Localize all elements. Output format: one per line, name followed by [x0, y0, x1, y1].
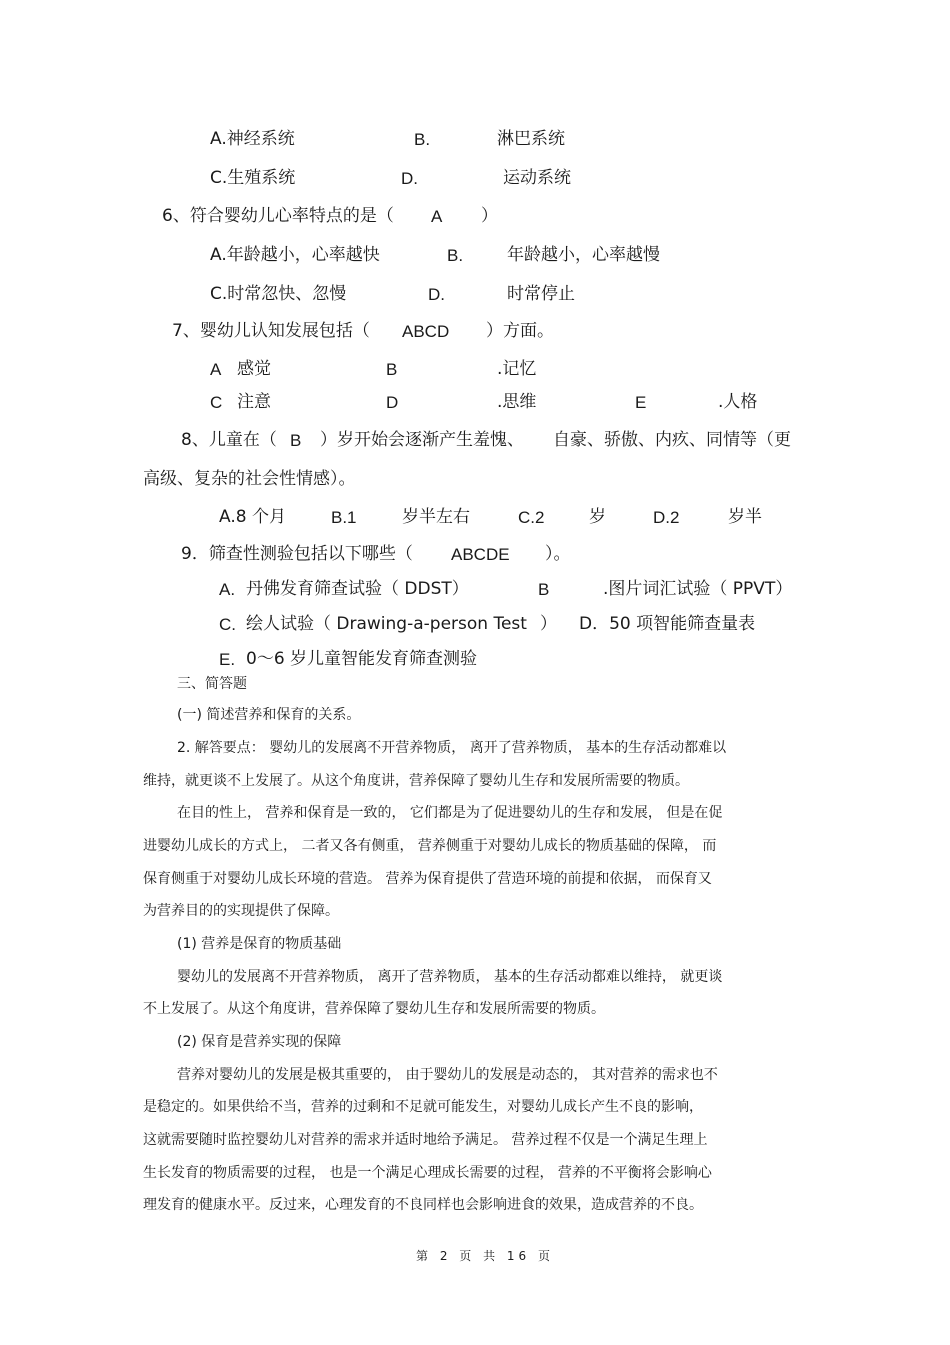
q7-stem-end: ）方面。: [486, 321, 554, 341]
q6-option-a: A.年龄越小，心率越快: [210, 245, 380, 265]
q7-option-d-letter: D: [386, 393, 399, 412]
q6-option-b-letter: B.: [447, 246, 464, 265]
paragraph-4-line: 是稳定的。如果供给不当，营养的过剩和不足就可能发生，对婴幼儿成长产生不良的影响，: [143, 1099, 703, 1115]
q8-stem-tail: 自豪、骄傲、内疚、同情等（更: [553, 430, 791, 450]
q6-stem: 6、符合婴幼儿心率特点的是（: [162, 206, 394, 226]
q6-option-d: 时常停止: [507, 284, 575, 304]
q7-option-e-letter: E: [635, 393, 647, 412]
q8-option-c-letter: C.2: [518, 508, 545, 527]
paragraph-1-line: 2. 解答要点： 婴幼儿的发展离不开营养物质， 离开了营养物质， 基本的生存活动都难以: [177, 740, 727, 756]
q8-answer: B: [290, 431, 302, 450]
q6-option-b: 年龄越小，心率越慢: [507, 245, 660, 265]
paragraph-4-line: 理发育的健康水平。反过来，心理发育的不良同样也会影响进食的效果，造成营养的不良。: [143, 1197, 703, 1213]
paragraph-2-line: 进婴幼儿成长的方式上， 二者又各有侧重， 营养侧重于对婴幼儿成长的物质基础的保障， 而: [143, 838, 717, 854]
q5-option-c: C.生殖系统: [210, 168, 296, 188]
q9-option-e: 0～6 岁儿童智能发育筛查测验: [246, 649, 478, 669]
q8-option-c: 岁: [589, 507, 606, 527]
q8-stem-line2: 高级、复杂的社会性情感）。: [143, 469, 356, 489]
q7-option-a: 感觉: [237, 359, 271, 379]
q6-option-d-letter: D.: [428, 285, 445, 304]
q7-option-d: .思维: [497, 392, 537, 412]
paragraph-1-line: 维持，就更谈不上发展了。从这个角度讲，营养保障了婴幼儿生存和发展所需要的物质。: [143, 773, 689, 789]
q9-option-b-letter: B: [538, 580, 550, 599]
q9-option-e-letter: E.: [219, 650, 236, 669]
q5-option-d: 运动系统: [503, 168, 571, 188]
q7-option-a-letter: A: [210, 360, 222, 379]
q9-option-a: 丹佛发育筛查试验（ DDST）: [246, 579, 469, 599]
paragraph-2-line: 保育侧重于对婴幼儿成长环境的营造。 营养为保育提供了营造环境的前提和依据， 而保育又: [143, 871, 712, 887]
subheading-1: (1) 营养是保育的物质基础: [177, 936, 342, 952]
q8-option-d-letter: D.2: [653, 508, 680, 527]
q8-option-d: 岁半: [728, 507, 762, 527]
q9-option-b: .图片词汇试验（ PPVT）: [603, 579, 793, 599]
paragraph-2-line: 为营养目的的实现提供了保障。: [143, 903, 339, 919]
q9-stem: 9．筛查性测验包括以下哪些（: [181, 544, 413, 564]
q5-option-b: 淋巴系统: [497, 129, 565, 149]
q9-option-a-letter: A.: [219, 580, 236, 599]
q9-option-c: 绘人试验（ Drawing-a-person Test: [246, 614, 527, 634]
q9-answer: ABCDE: [451, 545, 510, 564]
q7-option-c: 注意: [237, 392, 271, 412]
q8-stem-cont: ）岁开始会逐渐产生羞愧、: [320, 430, 524, 450]
question-title: (一) 简述营养和保育的关系。: [177, 707, 361, 723]
q7-stem: 7、婴幼儿认知发展包括（: [172, 321, 370, 341]
q7-option-e: .人格: [718, 392, 758, 412]
q6-option-c: C.时常忽快、忽慢: [210, 284, 347, 304]
q9-option-d: D．50 项智能筛查量表: [579, 614, 756, 634]
q8-option-b: 岁半左右: [402, 507, 470, 527]
q9-option-c-letter: C.: [219, 615, 236, 634]
q6-stem-end: ）: [481, 206, 498, 226]
paragraph-4-line: 营养对婴幼儿的发展是极其重要的， 由于婴幼儿的发展是动态的， 其对营养的需求也不: [177, 1067, 718, 1083]
q7-answer: ABCD: [402, 322, 450, 341]
section-heading: 三、简答题: [177, 676, 247, 692]
q7-option-b-letter: B: [386, 360, 398, 379]
paragraph-4-line: 这就需要随时监控婴幼儿对营养的需求并适时地给予满足。 营养过程不仅是一个满足生理上: [143, 1132, 708, 1148]
q9-option-c-end: ）: [540, 614, 557, 634]
page-footer: 第 2 页 共 16 页: [416, 1249, 554, 1263]
q6-answer: A: [431, 207, 443, 226]
q8-option-a: A.8 个月: [219, 507, 286, 527]
subheading-2: (2) 保育是营养实现的保障: [177, 1034, 342, 1050]
q7-option-c-letter: C: [210, 393, 223, 412]
q9-stem-end: ）。: [545, 544, 571, 564]
paragraph-3-line: 婴幼儿的发展离不开营养物质， 离开了营养物质， 基本的生存活动都难以维持， 就更谈: [177, 969, 723, 985]
paragraph-3-line: 不上发展了。从这个角度讲，营养保障了婴幼儿生存和发展所需要的物质。: [143, 1001, 605, 1017]
q7-option-b: .记忆: [497, 359, 537, 379]
paragraph-2-line: 在目的性上， 营养和保育是一致的， 它们都是为了促进婴幼儿的生存和发展， 但是在促: [177, 805, 723, 821]
q8-stem: 8、儿童在（: [181, 430, 277, 450]
q5-option-a: A.神经系统: [210, 129, 295, 149]
q5-option-d-letter: D.: [401, 169, 418, 188]
paragraph-4-line: 生长发育的物质需要的过程， 也是一个满足心理成长需要的过程， 营养的不平衡将会影响心: [143, 1165, 712, 1181]
q5-option-b-letter: B.: [414, 130, 431, 149]
q8-option-b-letter: B.1: [331, 508, 357, 527]
